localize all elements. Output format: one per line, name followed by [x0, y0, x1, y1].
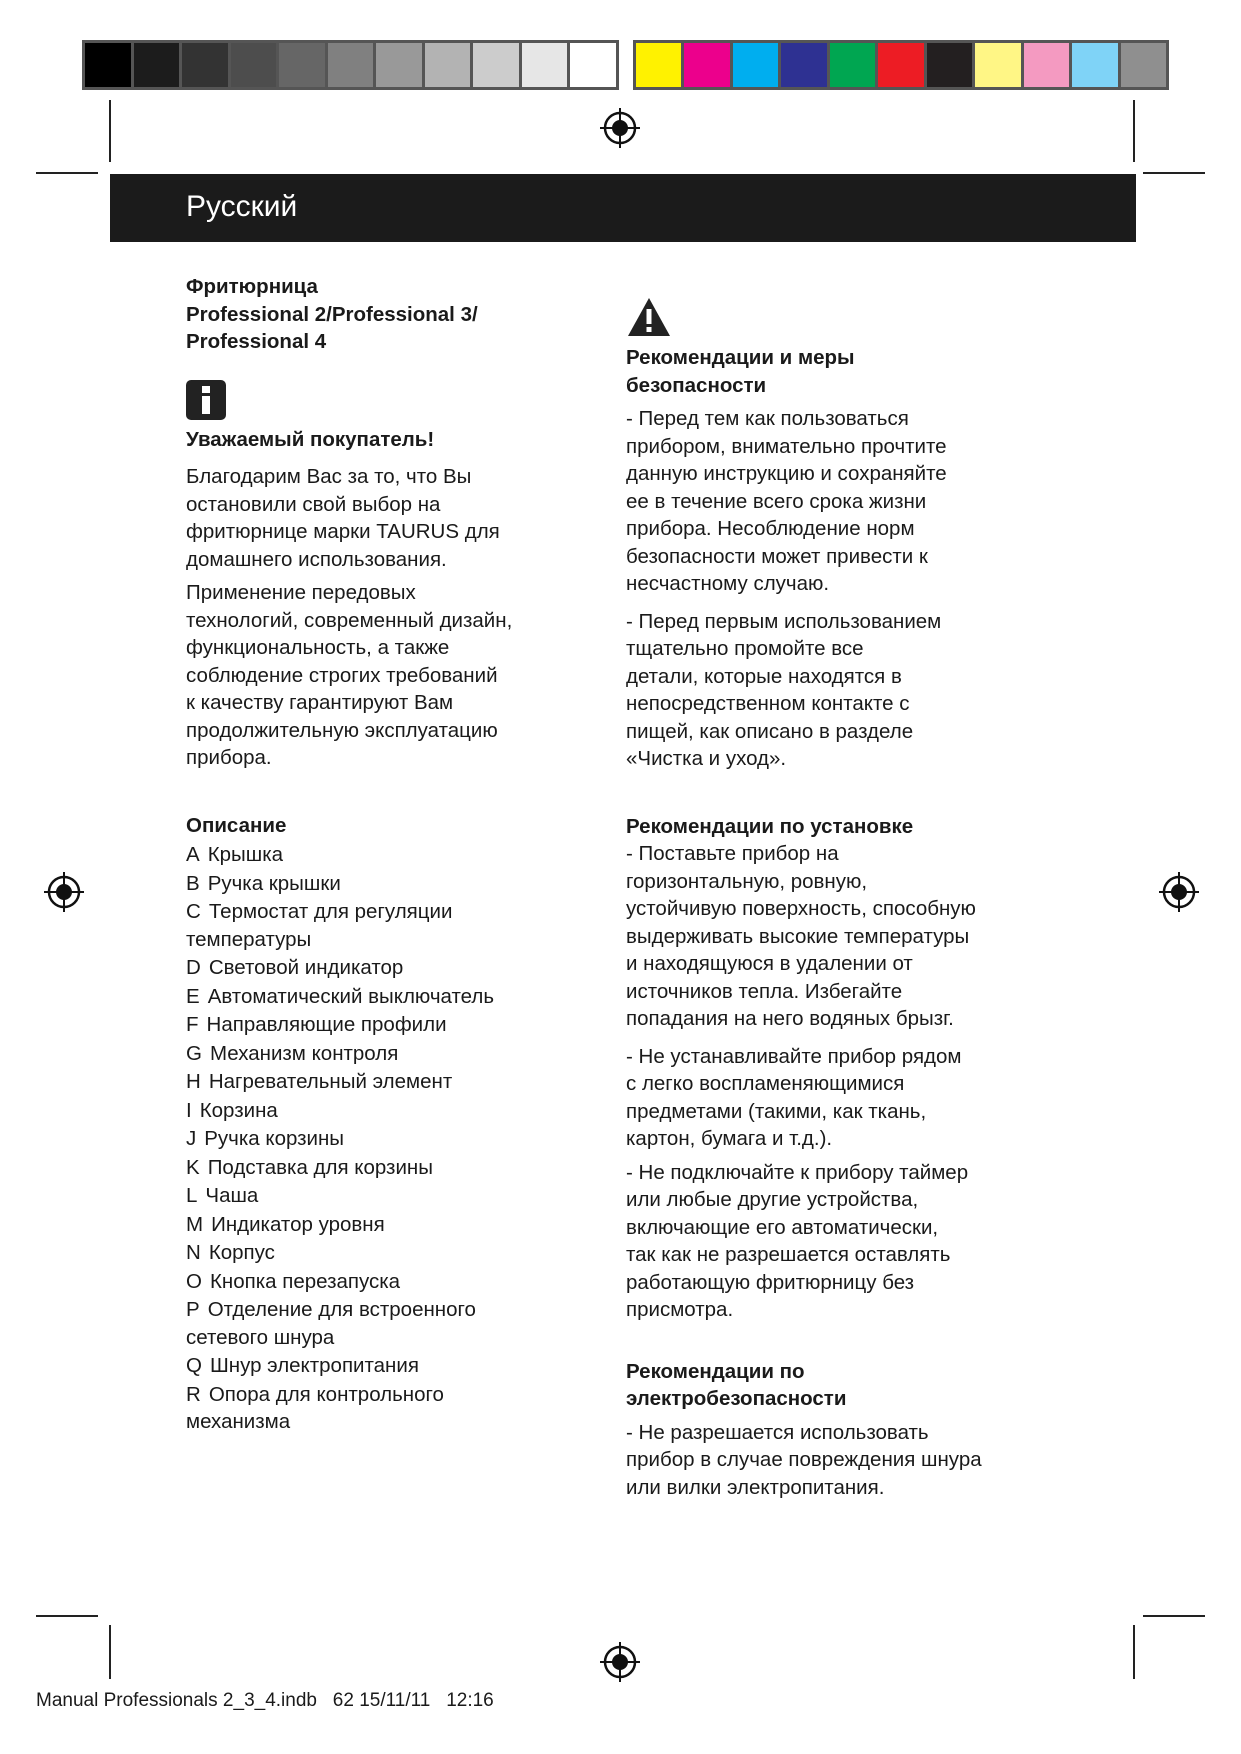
- description-item-letter: I: [186, 1098, 192, 1122]
- text-line: Благодарим Вас за то, что Вы: [186, 465, 472, 488]
- description-item-line: [186, 1182, 606, 1210]
- text-line: горизонтальную, ровную,: [626, 869, 868, 893]
- description-item-text: Механизм контроля: [209, 1041, 399, 1065]
- crop-mark-top-right: [1133, 100, 1135, 162]
- text-line: работающую фритюрницу без: [626, 1270, 915, 1294]
- description-item-letter: E: [186, 984, 200, 1008]
- left-column: [186, 273, 606, 1436]
- description-item-text: Термостат для регуляции: [208, 900, 453, 923]
- description-item-line: [186, 870, 606, 898]
- description-item: [186, 1211, 606, 1239]
- safety-paragraph: [626, 405, 1046, 598]
- text-line: выдерживать высокие температуры: [626, 924, 970, 948]
- description-item-text: Кнопка перезапуска: [209, 1269, 401, 1293]
- description-item-letter: A: [186, 843, 200, 866]
- description-item-text: Ручка корзины: [204, 1127, 345, 1150]
- text-line: непосредственном контакте с: [626, 692, 910, 715]
- description-item: [186, 841, 606, 869]
- description-item-line: [186, 1011, 606, 1039]
- description-item-text: Чаша: [205, 1184, 259, 1207]
- crop-mark-bottom-left: [109, 1625, 111, 1679]
- text-line: источников тепла. Избегайте: [626, 979, 903, 1003]
- description-item-letter: B: [186, 871, 200, 895]
- description-item-line: [186, 1125, 606, 1153]
- description-item: [186, 1068, 606, 1096]
- gray-swatch: [231, 43, 277, 87]
- text-line: включающие его автоматически,: [626, 1215, 939, 1239]
- installation-heading: Рекомендации по установке: [626, 814, 914, 838]
- color-swatch: [781, 43, 826, 87]
- crop-mark-left-bottom: [36, 1615, 98, 1617]
- description-item: [186, 1011, 606, 1039]
- crop-mark-top-left: [109, 100, 111, 162]
- text-line: технологий, современный дизайн,: [186, 608, 513, 632]
- crop-mark-bottom-right: [1133, 1625, 1135, 1679]
- text-line: ее в течение всего срока жизни: [626, 489, 927, 513]
- description-item-letter: G: [186, 1041, 202, 1065]
- description-item-text: Крышка: [207, 843, 284, 866]
- description-item-text: Направляющие профили: [206, 1013, 447, 1036]
- text-line: данную инструкцию и сохраняйте: [626, 462, 947, 485]
- text-line: - Не подключайте к прибору таймер: [626, 1160, 969, 1184]
- description-item-text: Корпус: [208, 1241, 275, 1264]
- text-line: - Не разрешается использовать: [626, 1420, 929, 1444]
- description-item-letter: P: [186, 1298, 200, 1321]
- installation-paragraph: [626, 1043, 1046, 1153]
- safety-heading-line: безопасности: [626, 373, 767, 397]
- product-title-line: Professional 2/Professional 3/: [186, 302, 478, 326]
- registration-mark-icon: [42, 870, 86, 914]
- description-item-letter: Q: [186, 1354, 202, 1377]
- process-color-bar: [633, 40, 1169, 90]
- description-item-letter: C: [186, 900, 201, 923]
- description-item: [186, 983, 606, 1011]
- registration-mark-icon: [598, 106, 642, 150]
- crop-mark-right-bottom: [1143, 1615, 1205, 1617]
- description-item: [186, 1296, 606, 1351]
- description-item-line: [186, 954, 606, 982]
- description-list: [186, 841, 606, 1436]
- description-item-line: [186, 1097, 606, 1125]
- description-item-text: Световой индикатор: [208, 956, 404, 979]
- electrical-heading-line: электробезопасности: [626, 1387, 847, 1410]
- description-item-line: [186, 898, 606, 926]
- description-item-letter: M: [186, 1212, 204, 1236]
- description-item: [186, 1125, 606, 1153]
- description-item-line: [186, 1296, 606, 1324]
- description-item: [186, 1381, 606, 1436]
- color-swatch: [684, 43, 729, 87]
- intro-paragraph: [186, 579, 606, 772]
- description-item-letter: D: [186, 956, 201, 979]
- color-swatch: [1024, 43, 1069, 87]
- text-line: картон, бумага и т.д.).: [626, 1127, 833, 1150]
- description-item-line: [186, 1352, 606, 1380]
- gray-swatch: [522, 43, 568, 87]
- color-swatch: [975, 43, 1020, 87]
- color-swatch: [1121, 43, 1166, 87]
- description-item-text: Отделение для встроенного: [207, 1298, 476, 1321]
- safety-heading: [626, 344, 1046, 399]
- text-line: - Перед тем как пользоваться: [626, 407, 909, 430]
- description-item-text: температуры: [186, 927, 312, 951]
- electrical-heading-line: Рекомендации по: [626, 1359, 805, 1383]
- description-item: [186, 1182, 606, 1210]
- gray-swatch: [182, 43, 228, 87]
- text-line: безопасности может привести к: [626, 544, 928, 568]
- description-item-letter: F: [186, 1013, 199, 1036]
- description-item-letter: L: [186, 1184, 198, 1207]
- description-item-text: Автоматический выключатель: [207, 984, 495, 1008]
- text-line: или любые другие устройства,: [626, 1188, 919, 1211]
- description-item: [186, 898, 606, 953]
- gray-swatch: [425, 43, 471, 87]
- description-item-text: Подставка для корзины: [207, 1155, 433, 1179]
- description-item: [186, 870, 606, 898]
- description-item: [186, 1097, 606, 1125]
- description-item-letter: N: [186, 1241, 201, 1264]
- text-line: домашнего использования.: [186, 547, 447, 571]
- description-item-line: [186, 1239, 606, 1267]
- text-line: продолжительную эксплуатацию: [186, 718, 498, 742]
- language-header: [110, 174, 1136, 242]
- description-item: [186, 954, 606, 982]
- description-item-line: [186, 1154, 606, 1182]
- text-line: - Не устанавливайте прибор рядом: [626, 1044, 962, 1068]
- text-line: остановили свой выбор на: [186, 492, 441, 516]
- text-line: прибора. Несоблюдение норм: [626, 517, 915, 540]
- text-line: детали, которые находятся в: [626, 664, 902, 688]
- crop-mark-right-top: [1143, 172, 1205, 174]
- text-line: фритюрнице марки TAURUS для: [186, 520, 500, 543]
- text-line: попадания на него водяных брызг.: [626, 1007, 954, 1030]
- text-line: предметами (такими, как ткань,: [626, 1099, 927, 1123]
- right-column: [626, 296, 1046, 1501]
- color-swatch: [733, 43, 778, 87]
- color-swatch: [1072, 43, 1117, 87]
- product-title-line: Professional 4: [186, 330, 327, 353]
- registration-mark-icon: [598, 1640, 642, 1684]
- description-item-text: Опора для контрольного: [208, 1382, 444, 1406]
- text-line: с легко воспламеняющимися: [626, 1072, 905, 1095]
- description-item-letter: H: [186, 1070, 201, 1093]
- description-item-letter: J: [186, 1127, 197, 1150]
- warning-icon: [626, 296, 672, 338]
- text-line: Применение передовых: [186, 581, 416, 604]
- description-item-line: [186, 1068, 606, 1096]
- description-item-line: [186, 1268, 606, 1296]
- electrical-paragraph: [626, 1419, 1046, 1502]
- description-item-line: [186, 983, 606, 1011]
- description-item-text: механизма: [186, 1410, 291, 1433]
- gray-swatch: [85, 43, 131, 87]
- color-swatch: [927, 43, 972, 87]
- product-title-line: Фритюрница: [186, 275, 318, 298]
- description-item: [186, 1352, 606, 1380]
- description-item-text: Шнур электропитания: [209, 1354, 419, 1377]
- safety-heading-line: Рекомендации и меры: [626, 346, 855, 369]
- registration-mark-icon: [1157, 870, 1201, 914]
- description-heading: Описание: [186, 813, 287, 837]
- safety-paragraph: [626, 608, 1046, 773]
- intro-heading: Уважаемый покупатель!: [186, 427, 435, 451]
- color-swatch: [878, 43, 923, 87]
- description-item-letter: R: [186, 1382, 201, 1406]
- color-swatch: [830, 43, 875, 87]
- text-line: несчастному случаю.: [626, 572, 830, 595]
- color-swatch: [636, 43, 681, 87]
- text-line: к качеству гарантируют Вам: [186, 691, 454, 714]
- grayscale-color-bar: [82, 40, 619, 90]
- description-item: [186, 1154, 606, 1182]
- info-icon: [186, 380, 226, 420]
- text-line: пищей, как описано в разделе: [626, 719, 914, 743]
- gray-swatch: [376, 43, 422, 87]
- description-item-line: [186, 1324, 606, 1352]
- text-line: или вилки электропитания.: [626, 1475, 885, 1499]
- description-item-text: Ручка крышки: [207, 871, 341, 895]
- gray-swatch: [134, 43, 180, 87]
- installation-paragraph: [626, 840, 1046, 1033]
- description-item-line: [186, 1381, 606, 1409]
- text-line: «Чистка и уход».: [626, 747, 787, 770]
- gray-swatch: [328, 43, 374, 87]
- intro-paragraph: [186, 463, 606, 573]
- description-item-text: Индикатор уровня: [211, 1212, 385, 1236]
- language-title: Русский: [186, 190, 298, 223]
- description-item-line: [186, 841, 606, 869]
- text-line: и находящуюся в удалении от: [626, 952, 913, 975]
- gray-swatch: [570, 43, 616, 87]
- print-slug: Manual Professionals 2_3_4.indb 62 15/11/11 12:16: [36, 1690, 494, 1711]
- text-line: прибор в случае повреждения шнура: [626, 1448, 982, 1471]
- description-item-text: Нагревательный элемент: [208, 1070, 453, 1093]
- text-line: устойчивую поверхность, способную: [626, 897, 976, 920]
- crop-mark-left-top: [36, 172, 98, 174]
- text-line: - Перед первым использованием: [626, 609, 942, 633]
- description-item-letter: O: [186, 1269, 202, 1293]
- description-item-text: сетевого шнура: [186, 1325, 335, 1349]
- text-line: функциональность, а также: [186, 636, 450, 659]
- text-line: присмотра.: [626, 1298, 734, 1321]
- text-line: прибором, внимательно прочтите: [626, 434, 947, 458]
- text-line: так как не разрешается оставлять: [626, 1243, 951, 1266]
- text-line: соблюдение строгих требований: [186, 663, 498, 687]
- gray-swatch: [279, 43, 325, 87]
- description-item: [186, 1040, 606, 1068]
- description-item: [186, 1239, 606, 1267]
- description-item-letter: K: [186, 1155, 200, 1179]
- electrical-heading: [626, 1358, 1046, 1413]
- description-item: [186, 1268, 606, 1296]
- installation-paragraph: [626, 1159, 1046, 1324]
- description-item-line: [186, 1408, 606, 1436]
- description-item-line: [186, 1211, 606, 1239]
- description-item-line: [186, 1040, 606, 1068]
- text-line: тщательно промойте все: [626, 637, 864, 660]
- text-line: прибора.: [186, 746, 272, 769]
- description-item-line: [186, 926, 606, 954]
- text-line: - Поставьте прибор на: [626, 842, 839, 865]
- gray-swatch: [473, 43, 519, 87]
- product-title: [186, 273, 606, 356]
- description-item-text: Корзина: [199, 1098, 278, 1122]
